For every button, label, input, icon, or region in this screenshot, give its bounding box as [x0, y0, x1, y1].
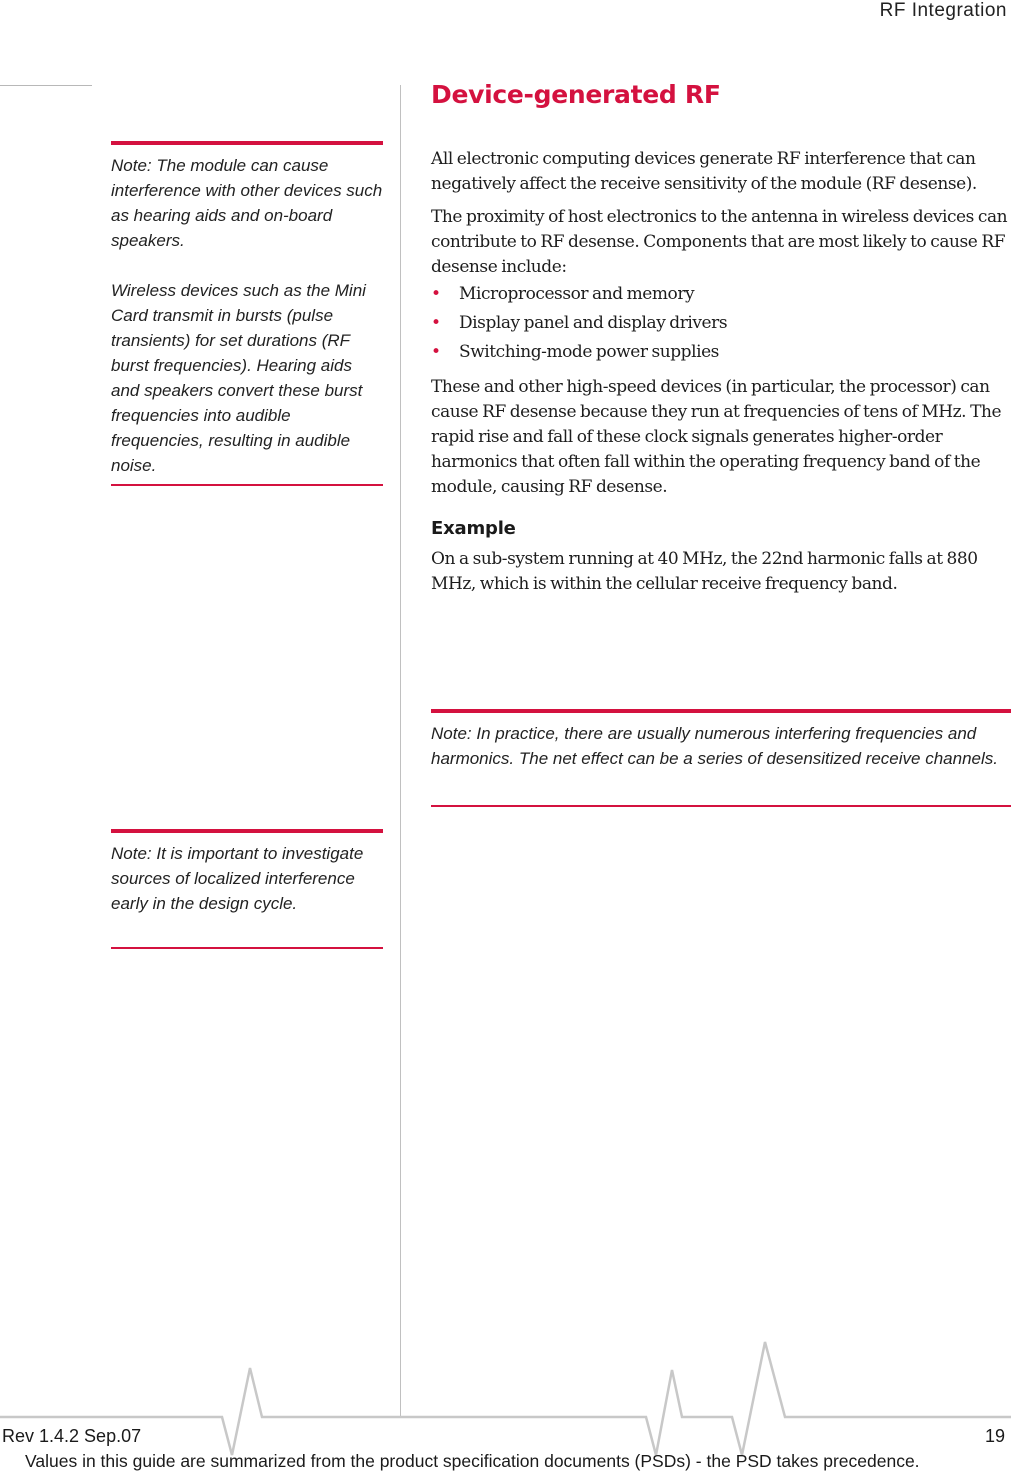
note-bottom-rule — [111, 947, 383, 949]
bullet-icon: • — [431, 342, 441, 362]
bullet-icon: • — [431, 284, 441, 304]
header-rule — [0, 85, 92, 86]
body-paragraph: All electronic computing devices generate RF interference that can negatively affect the receive sensitivity of the module (RF desense). — [431, 149, 977, 194]
example-heading: Example — [431, 518, 516, 539]
section-title: Device-generated RF — [431, 80, 721, 109]
running-header: RF Integration — [879, 0, 1007, 21]
footer-disclaimer: Values in this guide are summarized from the product specification documents (PSDs) - the PSD takes precedence. — [25, 1451, 920, 1471]
sidebar-note-interference — [111, 141, 383, 475]
note-text: Note: In practice, there are usually numerous interfering frequencies and harmonics. The net effect can be a series of desensitized receive channels. — [431, 724, 998, 768]
note-bottom-rule — [111, 484, 383, 486]
footer-revision: Rev 1.4.2 Sep.07 — [2, 1426, 142, 1446]
main-body — [431, 147, 1009, 605]
note-text: Note: The module can cause interference with other devices such as hearing aids and on-board speakers. — [111, 156, 383, 250]
bullet-icon: • — [431, 313, 441, 333]
signal-waveform-line — [0, 1342, 1011, 1455]
column-divider — [400, 85, 401, 1418]
body-paragraph: These and other high-speed devices (in particular, the processor) can cause RF desense because they run at frequencies of tens of MHz. The rapid rise and fall of these clock signals generates higher-order harmonics that often fall within the operating frequency band of the module, causing RF desense. — [431, 377, 1002, 497]
page-number: 19 — [984, 1426, 1005, 1446]
desense-sources-list — [431, 280, 1009, 367]
note-bottom-rule — [431, 805, 1011, 807]
note-text: Wireless devices such as the Mini Card transmit in bursts (pulse transients) for set durations (RF burst frequencies). Hearing aids and speakers convert these burst frequencies into audible frequencies, resulting in audible noise. — [111, 281, 366, 475]
list-item: • Display panel and display drivers — [431, 309, 1009, 338]
list-item: • Switching-mode power supplies — [431, 338, 1009, 367]
sidebar-note-localized-interference — [111, 829, 383, 943]
list-item: • Microprocessor and memory — [431, 280, 1009, 309]
body-paragraph: The proximity of host electronics to the antenna in wireless devices can contribute to RF desense. Components that are most likely to cause RF desense include: — [431, 207, 1008, 277]
example-text: On a sub-system running at 40 MHz, the 22nd harmonic falls at 880 MHz, which is within the cellular receive frequency band. — [431, 549, 978, 594]
inline-note — [431, 709, 1011, 771]
signal-waveform-decoration — [0, 1330, 1011, 1471]
note-text: Note: It is important to investigate sources of localized interference early in the design cycle. — [111, 844, 364, 913]
